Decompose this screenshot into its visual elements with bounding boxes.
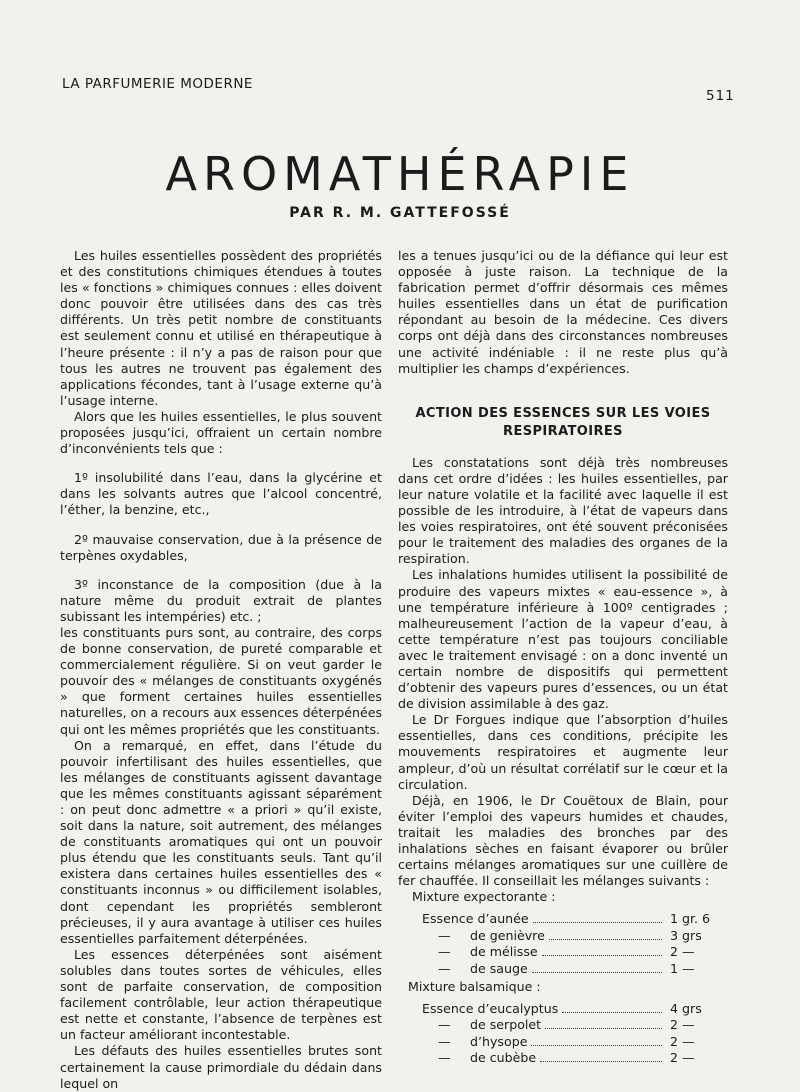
recipe-row <box>398 1034 728 1050</box>
ingredient-name: Essence d’aunée <box>422 911 529 927</box>
recipe-row <box>398 1001 728 1017</box>
section-heading: ACTION DES ESSENCES SUR LES VOIES RESPIRATOIRES <box>415 405 711 439</box>
paragraph: les constituants purs sont, au contraire, des corps de bonne conservation, de pureté comparable et commercialement régulière. Si on veut garder le pouvoir des « mélanges de constituants oxygénés » que forment certaines huiles essentielles naturelles, on a recours aux essences déterpénées qui ont les mêmes propriétés que les constituants. <box>60 624 382 737</box>
paragraph: On a remarqué, en effet, dans l’étude du pouvoir infertilisant des huiles essentielles, que les mélanges de constituants agissent davantage que les mêmes constituants agissant séparément : on peut donc admettre « a priori » qu’il existe, soit dans la nature, soit autrement, des mélanges de constituants aromatiques qui ont un pouvoir plus étendu que les constituants seuls. Tant qu’il existera dans certaines huiles essentielles des « constituants inconnus » ou difficilement isolables, dont cependant les propriétés sembleront précieuses, il y aura avantage à utiliser ces huiles essentielles parfaitement déterpénées. <box>60 737 382 946</box>
mixture-title: Mixture expectorante : <box>412 889 556 905</box>
article-byline: PAR R. M. GATTEFOSSÉ <box>289 205 511 221</box>
ingredient-label: de sauge <box>470 960 528 976</box>
ingredient-quantity: 2 — <box>670 1033 695 1049</box>
paragraph: Les inhalations humides utilisent la possibilité de produire des vapeurs mixtes « eau-essence », à une température inférieure à 100º centigrades ; malheureusement l’action de la vapeur d’eau, à cette température n’est pas toujours conciliable avec le traitement envisagé : on a donc inventé un certain nombre de dispositifs qui permettent d’obtenir des vapeurs pures d’essences, ou un état de division assimilable à des gaz. <box>398 567 728 712</box>
dot-leader <box>542 955 662 956</box>
right-column <box>398 248 728 1069</box>
dot-leader <box>549 939 662 940</box>
ditto-dash: — <box>438 944 451 960</box>
paragraph: Les essences déterpénées sont aisément solubles dans toutes sortes de véhicules, elles sont de parfaite conservation, de composition facilement contrôlable, leur action thérapeutique est nette et constante, l’absence de terpènes est un facteur améliorant incontestable. <box>60 946 382 1043</box>
ingredient-quantity: 2 — <box>670 1050 695 1066</box>
dot-leader <box>531 1045 662 1046</box>
ingredient-name <box>398 944 538 960</box>
list-item: 1º insolubilité dans l’eau, dans la glycérine et dans les solvants autres que l’alcool concentré, l’éther, la benzine, etc., <box>60 470 382 518</box>
ingredient-quantity: 1 gr. 6 <box>670 911 711 927</box>
ingredient-quantity: 4 grs <box>670 1001 702 1017</box>
mixture-title: Mixture balsamique : <box>408 978 541 994</box>
recipe-row <box>398 1050 728 1066</box>
paragraph: Alors que les huiles essentielles, le plus souvent proposées jusqu’ici, offraient un certain nombre d’inconvénients tels que : <box>60 408 382 457</box>
dot-leader <box>545 1028 662 1029</box>
list-item: 3º inconstance de la composition (due à la nature même du produit extrait de plantes subissant les intempéries) etc. ; <box>60 576 382 624</box>
ditto-dash: — <box>438 1017 451 1033</box>
ingredient-quantity: 3 grs <box>670 927 702 943</box>
article-title: AROMATHÉRAPIE <box>165 147 635 201</box>
recipe-list <box>398 1001 728 1067</box>
ingredient-label: de serpolet <box>470 1017 542 1033</box>
recipe-row <box>398 911 728 927</box>
ingredient-label: d’hysope <box>470 1033 528 1049</box>
ingredient-name <box>398 1017 541 1033</box>
ditto-dash: — <box>438 1033 451 1049</box>
ingredient-label: de genièvre <box>470 927 545 943</box>
paragraph: Le Dr Forgues indique que l’absorption d’huiles essentielles, dans ces conditions, précipite les mouvements respiratoires et augmente leur ampleur, d’où un résultat corrélatif sur le cœur et la circulation. <box>398 712 728 792</box>
ingredient-name: Essence d’eucalyptus <box>422 1001 559 1017</box>
ingredient-name <box>398 1034 527 1050</box>
ingredient-quantity: 2 — <box>670 944 695 960</box>
ingredient-name <box>398 1050 536 1066</box>
ingredient-label: de cubèbe <box>470 1050 537 1066</box>
recipe-row <box>398 961 728 977</box>
paragraph: Les constatations sont déjà très nombreuses dans cet ordre d’idées : les huiles essentielles, par leur nature volatile et la facilité avec laquelle il est possible de les introduire, à l’état de vapeurs dans les voies respiratoires, ont été souvent préconisées pour le traitement des maladies des organes de la respiration. <box>398 454 728 567</box>
paragraph: Déjà, en 1906, le Dr Couëtoux de Blain, pour éviter l’emploi des vapeurs humides et chaudes, traitait les maladies des bronches par des inhalations sèches en faisant évaporer ou brûler certains mélanges aromatiques sur une cuillère de fer chauffée. Il conseillait les mélanges suivants : <box>398 792 728 889</box>
ingredient-label: de mélisse <box>470 944 538 960</box>
paragraph: les a tenues jusqu’ici ou de la défiance qui leur est opposée à juste raison. La technique de la fabrication permet d’offrir désormais ces mêmes huiles essentielles dans un état de purification répondant au besoin de la médecine. Ces divers corps ont déjà dans des circonstances nombreuses une activité indéniable : il ne reste plus qu’à multiplier les champs d’expériences. <box>398 248 728 376</box>
ditto-dash: — <box>438 960 451 976</box>
recipe-row <box>398 944 728 960</box>
recipe-row <box>398 928 728 944</box>
dot-leader <box>540 1061 662 1062</box>
running-head: LA PARFUMERIE MODERNE <box>62 76 253 92</box>
dot-leader <box>562 1012 662 1013</box>
dot-leader <box>532 972 662 973</box>
ingredient-quantity: 2 — <box>670 1017 695 1033</box>
paragraph: Les défauts des huiles essentielles brutes sont certainement la cause primordiale du dédain dans lequel on <box>60 1043 382 1091</box>
paragraph: Les huiles essentielles possèdent des propriétés et des constitutions chimiques étendues à toutes les « fonctions » chimiques connues : elles doivent donc pouvoir être utilisées dans des cas très différents. Un très petit nombre de constituants est seulement connu et utilisé en thérapeutique à l’heure présente : il n’y a pas de raison pour que tous les autres ne trouvent pas également des applications fécondes, tant à l’usage externe qu’à l’usage interne. <box>60 248 382 408</box>
recipe-list <box>398 911 728 977</box>
ingredient-name <box>398 928 545 944</box>
ingredient-quantity: 1 — <box>670 960 695 976</box>
dot-leader <box>533 922 662 923</box>
left-column <box>60 248 382 1092</box>
recipe-row <box>398 1017 728 1033</box>
ditto-dash: — <box>438 1050 451 1066</box>
ditto-dash: — <box>438 927 451 943</box>
page-number: 511 <box>706 88 735 104</box>
ingredient-name <box>398 961 528 977</box>
list-item: 2º mauvaise conservation, due à la présence de terpènes oxydables, <box>60 531 382 563</box>
